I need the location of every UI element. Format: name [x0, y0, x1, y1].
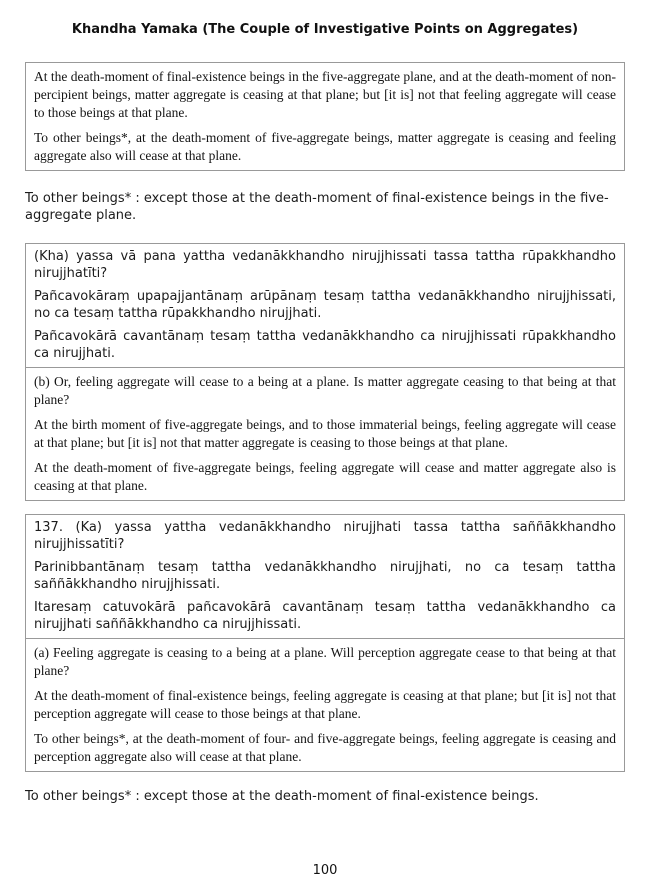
translation-box-1	[25, 62, 625, 171]
english-section	[26, 638, 624, 771]
pali-paragraph: Parinibbantānaṃ tesaṃ tattha vedanākkhandho nirujjhati, no ca tesaṃ tattha saññākkhandho nirujjhissati.	[34, 560, 616, 592]
pali-paragraph: (Kha) yassa vā pana yattha vedanākkhandho nirujjhissati tassa tattha rūpakkhandho nirujjhatīti?	[34, 249, 616, 281]
english-paragraph: At the death-moment of five-aggregate beings, feeling aggregate will cease and matter aggregate also is ceasing at that plane.	[34, 460, 616, 493]
pali-section	[26, 515, 624, 638]
english-paragraph: To other beings*, at the death-moment of four- and five-aggregate beings, feeling aggregate is ceasing and perception aggregate also will cease at that plane.	[34, 731, 616, 764]
page-number: 100	[312, 863, 338, 878]
english-paragraph: At the death-moment of final-existence beings in the five-aggregate plane, and at the death-moment of non-percipient beings, matter aggregate is ceasing at that plane; but [it is] not that feeling aggregate will cease to those beings at that plane.	[34, 69, 616, 120]
pali-paragraph: Itaresaṃ catuvokārā pañcavokārā cavantānaṃ tesaṃ tattha vedanākkhandho ca nirujjhati saññākkhandho ca nirujjhissati.	[34, 600, 616, 632]
qa-box-kha	[25, 243, 625, 501]
qa-box-137-ka	[25, 514, 625, 772]
footnote-2: To other beings* : except those at the death-moment of final-existence beings.	[25, 789, 539, 804]
english-paragraph: (b) Or, feeling aggregate will cease to a being at a plane. Is matter aggregate ceasing to that being at that plane?	[34, 374, 616, 407]
pali-paragraph: Pañcavokārā cavantānaṃ tesaṃ tattha vedanākkhandho ca nirujjhissati rūpakkhandho ca nirujjhati.	[34, 329, 616, 361]
english-paragraph: (a) Feeling aggregate is ceasing to a being at a plane. Will perception aggregate cease to that being at that plane?	[34, 645, 616, 678]
page-title: Khandha Yamaka (The Couple of Investigative Points on Aggregates)	[71, 22, 579, 37]
footnote-1: To other beings* : except those at the death-moment of final-existence beings in the five-aggregate plane.	[25, 191, 609, 223]
english-paragraph: To other beings*, at the death-moment of five-aggregate beings, matter aggregate is ceasing and feeling aggregate also will cease at that plane.	[34, 130, 616, 163]
pali-paragraph: Pañcavokāraṃ upapajjantānaṃ arūpānaṃ tesaṃ tattha vedanākkhandho nirujjhissati, no ca tesaṃ tattha rūpakkhandho nirujjhati.	[34, 289, 616, 321]
english-section	[26, 63, 624, 170]
pali-paragraph: 137. (Ka) yassa yattha vedanākkhandho nirujjhati tassa tattha saññākkhandho nirujjhissatīti?	[34, 520, 616, 552]
english-section	[26, 367, 624, 500]
pali-section	[26, 244, 624, 367]
english-paragraph: At the death-moment of final-existence beings, feeling aggregate is ceasing at that plane; but [it is] not that perception aggregate will cease to those beings at that plane.	[34, 688, 616, 721]
english-paragraph: At the birth moment of five-aggregate beings, and to those immaterial beings, feeling aggregate will cease at that plane; but [it is] not that matter aggregate is ceasing to those beings at that plane.	[34, 417, 616, 450]
